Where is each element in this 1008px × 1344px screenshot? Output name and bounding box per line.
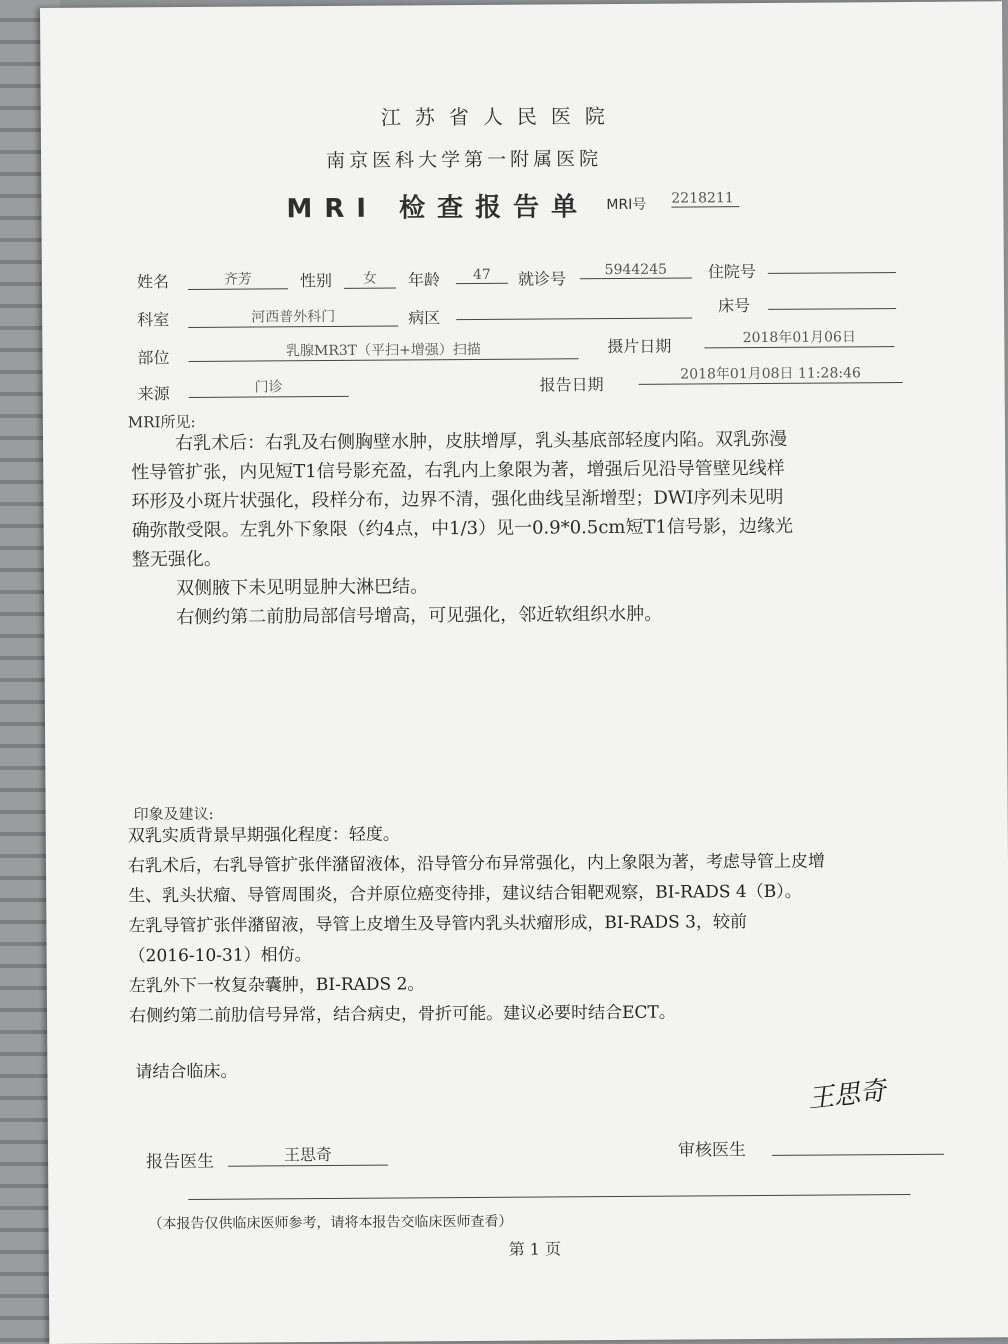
findings-line: 右乳术后：右乳及右侧胸壁水肿，皮肤增厚，乳头基底部轻度内陷。双乳弥漫 xyxy=(174,428,788,455)
hospital-name: 江苏省人民医院 xyxy=(380,103,619,130)
impression-line: 右乳术后，右乳导管扩张伴潴留液体，沿导管分布异常强化，内上象限为著，考虑导管上皮增 xyxy=(127,851,826,877)
university-name: 南京医科大学第一附属医院 xyxy=(325,148,603,173)
age-value: 47 xyxy=(456,267,508,284)
inpatient-no-value xyxy=(768,256,896,274)
findings-body xyxy=(131,425,794,633)
mri-no-label: MRI号 xyxy=(606,196,647,214)
findings-line: 环形及小斑片状强化，段样分布，边界不清，强化曲线呈渐增型；DWI序列未见明 xyxy=(131,486,784,513)
impression-line: （2016-10-31）相仿。 xyxy=(128,945,312,967)
impression-line: 左乳导管扩张伴潴留液，导管上皮增生及导管内乳头状瘤形成，BI-RADS 3，较前 xyxy=(128,912,747,937)
closing-note: 请结合临床。 xyxy=(135,1061,238,1083)
scan-date-label: 摄片日期 xyxy=(607,336,672,357)
handwritten-signature: 王思奇 xyxy=(806,1076,888,1115)
findings-line: 整无强化。 xyxy=(131,548,222,571)
findings-line: 双侧腋下未见明显肿大淋巴结。 xyxy=(175,576,429,600)
report-title: MRI 检查报告单 xyxy=(286,192,590,225)
mri-no-value: 2218211 xyxy=(671,190,739,207)
name-value: 齐芳 xyxy=(188,268,288,290)
sex-label: 性别 xyxy=(299,270,332,291)
impression-line: 左乳外下一枚复杂囊肿，BI-RADS 2。 xyxy=(128,974,425,997)
visit-no-label: 就诊号 xyxy=(517,269,566,289)
page-number: 第 1 页 xyxy=(508,1239,562,1259)
report-sheet xyxy=(40,1,1008,1344)
disclaimer: （本报告仅供临床医师参考，请将本报告交临床医师查看） xyxy=(148,1213,513,1233)
impression-line: 双乳实质背景早期强化程度：轻度。 xyxy=(127,824,400,847)
bed-label: 床号 xyxy=(718,296,751,316)
part-value: 乳腺MR3T（平扫+增强）扫描 xyxy=(188,338,578,362)
name-label: 姓名 xyxy=(136,272,169,292)
dept-label: 科室 xyxy=(137,310,170,330)
findings-line: 右侧约第二前肋局部信号增高，可见强化，邻近软组织水肿。 xyxy=(176,603,663,629)
reviewer-label: 审核医生 xyxy=(677,1140,747,1161)
reviewer-value xyxy=(772,1136,944,1156)
bed-value xyxy=(768,292,896,310)
findings-heading: MRI所见: xyxy=(127,412,196,432)
source-value: 门诊 xyxy=(189,376,349,398)
age-label: 年龄 xyxy=(407,270,440,290)
impression-line: 生、乳头状瘤、导管周围炎，合并原位癌变待排，建议结合钼靶观察，BI-RADS 4（B）。 xyxy=(128,881,802,907)
visit-no-value: 5944245 xyxy=(580,261,692,279)
impression-heading: 印象及建议: xyxy=(133,804,214,824)
part-label: 部位 xyxy=(137,348,170,368)
footer-divider xyxy=(188,1194,910,1200)
findings-line: 确弥散受限。左乳外下象限（约4点，中1/3）见一0.9*0.5cm短T1信号影，边缘光 xyxy=(131,515,793,542)
ward-label: 病区 xyxy=(408,308,441,328)
scan-date-value: 2018年01月06日 xyxy=(704,326,894,348)
ward-value xyxy=(456,301,692,320)
findings-line: 性导管扩张，内见短T1信号影充盈，右乳内上象限为著，增强后见沿导管壁见线样 xyxy=(131,457,785,484)
impression-line: 右侧约第二前肋信号异常，结合病史，骨折可能。建议必要时结合ECT。 xyxy=(128,1002,676,1027)
report-date-label: 报告日期 xyxy=(539,375,604,395)
report-date-value: 2018年01月08日 11:28:46 xyxy=(638,362,902,385)
doctor-label: 报告医生 xyxy=(145,1151,215,1173)
doctor-value: 王思奇 xyxy=(228,1142,388,1167)
impression-body xyxy=(128,819,826,1030)
sex-value: 女 xyxy=(344,268,396,289)
source-label: 来源 xyxy=(137,384,170,404)
inpatient-no-label: 住院号 xyxy=(707,262,756,282)
dept-value: 河西普外科门 xyxy=(188,306,398,328)
